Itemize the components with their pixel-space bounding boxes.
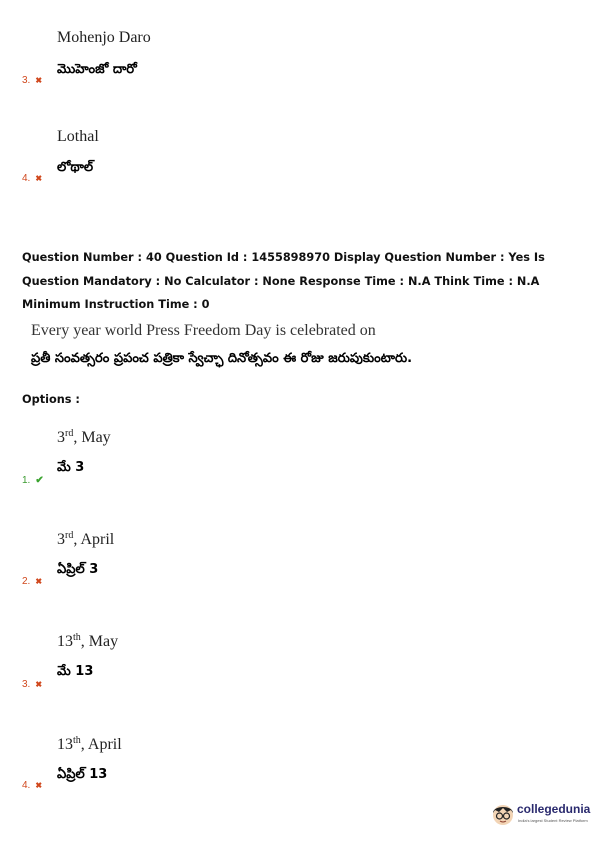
- option-number: 1. ✔: [22, 475, 44, 486]
- logo-wordmark: collegedunia: [517, 802, 591, 816]
- cross-icon: ✖: [35, 680, 43, 689]
- option-text-te: మొహెంజో దారో: [57, 62, 137, 77]
- question-text-te: ప్రతీ సంవత్సరం ప్రపంచ పత్రికా స్వేచ్ఛా దినోత్సవం ఈ రోజు జరుపుకుంటారు.: [31, 351, 413, 366]
- option-text-te: ఏప్రిల్ 3: [57, 562, 99, 577]
- options-label: Options :: [22, 393, 80, 406]
- option-text-en: Lothal: [57, 128, 99, 145]
- collegedunia-logo: [489, 799, 589, 833]
- option-number: 2. ✖: [22, 576, 43, 587]
- option-text-te: ఏప్రిల్ 13: [57, 767, 108, 782]
- option-number: 3. ✖: [22, 75, 43, 86]
- cross-icon: ✖: [35, 781, 43, 790]
- option-text-te: మే 13: [57, 664, 94, 679]
- option-number: 3. ✖: [22, 679, 43, 690]
- option-text-te: లోథాల్: [57, 160, 94, 175]
- question-meta: Question Number : 40 Question Id : 1455898970 Display Question Number : Yes Is Question Mandatory : No Calculator : None Response Time : N.A Think Time : N.A Minimum Instruction Time : 0: [22, 251, 545, 311]
- option-text-en: 13th, April: [57, 735, 122, 753]
- option-text-en: Mohenjo Daro: [57, 29, 151, 46]
- cross-icon: ✖: [35, 577, 43, 586]
- check-icon: ✔: [35, 475, 44, 486]
- option-number: 4. ✖: [22, 173, 43, 184]
- logo-tagline: India's largest Student Review Platform: [518, 818, 588, 823]
- question-text-en: Every year world Press Freedom Day is celebrated on: [31, 322, 376, 339]
- cross-icon: ✖: [35, 174, 43, 183]
- option-number: 4. ✖: [22, 780, 43, 791]
- cross-icon: ✖: [35, 76, 43, 85]
- option-text-te: మే 3: [57, 460, 85, 475]
- option-text-en: 3rd, April: [57, 530, 115, 548]
- mascot-face-icon: [489, 801, 517, 829]
- option-text-en: 13th, May: [57, 632, 119, 650]
- option-text-en: 3rd, May: [57, 428, 111, 446]
